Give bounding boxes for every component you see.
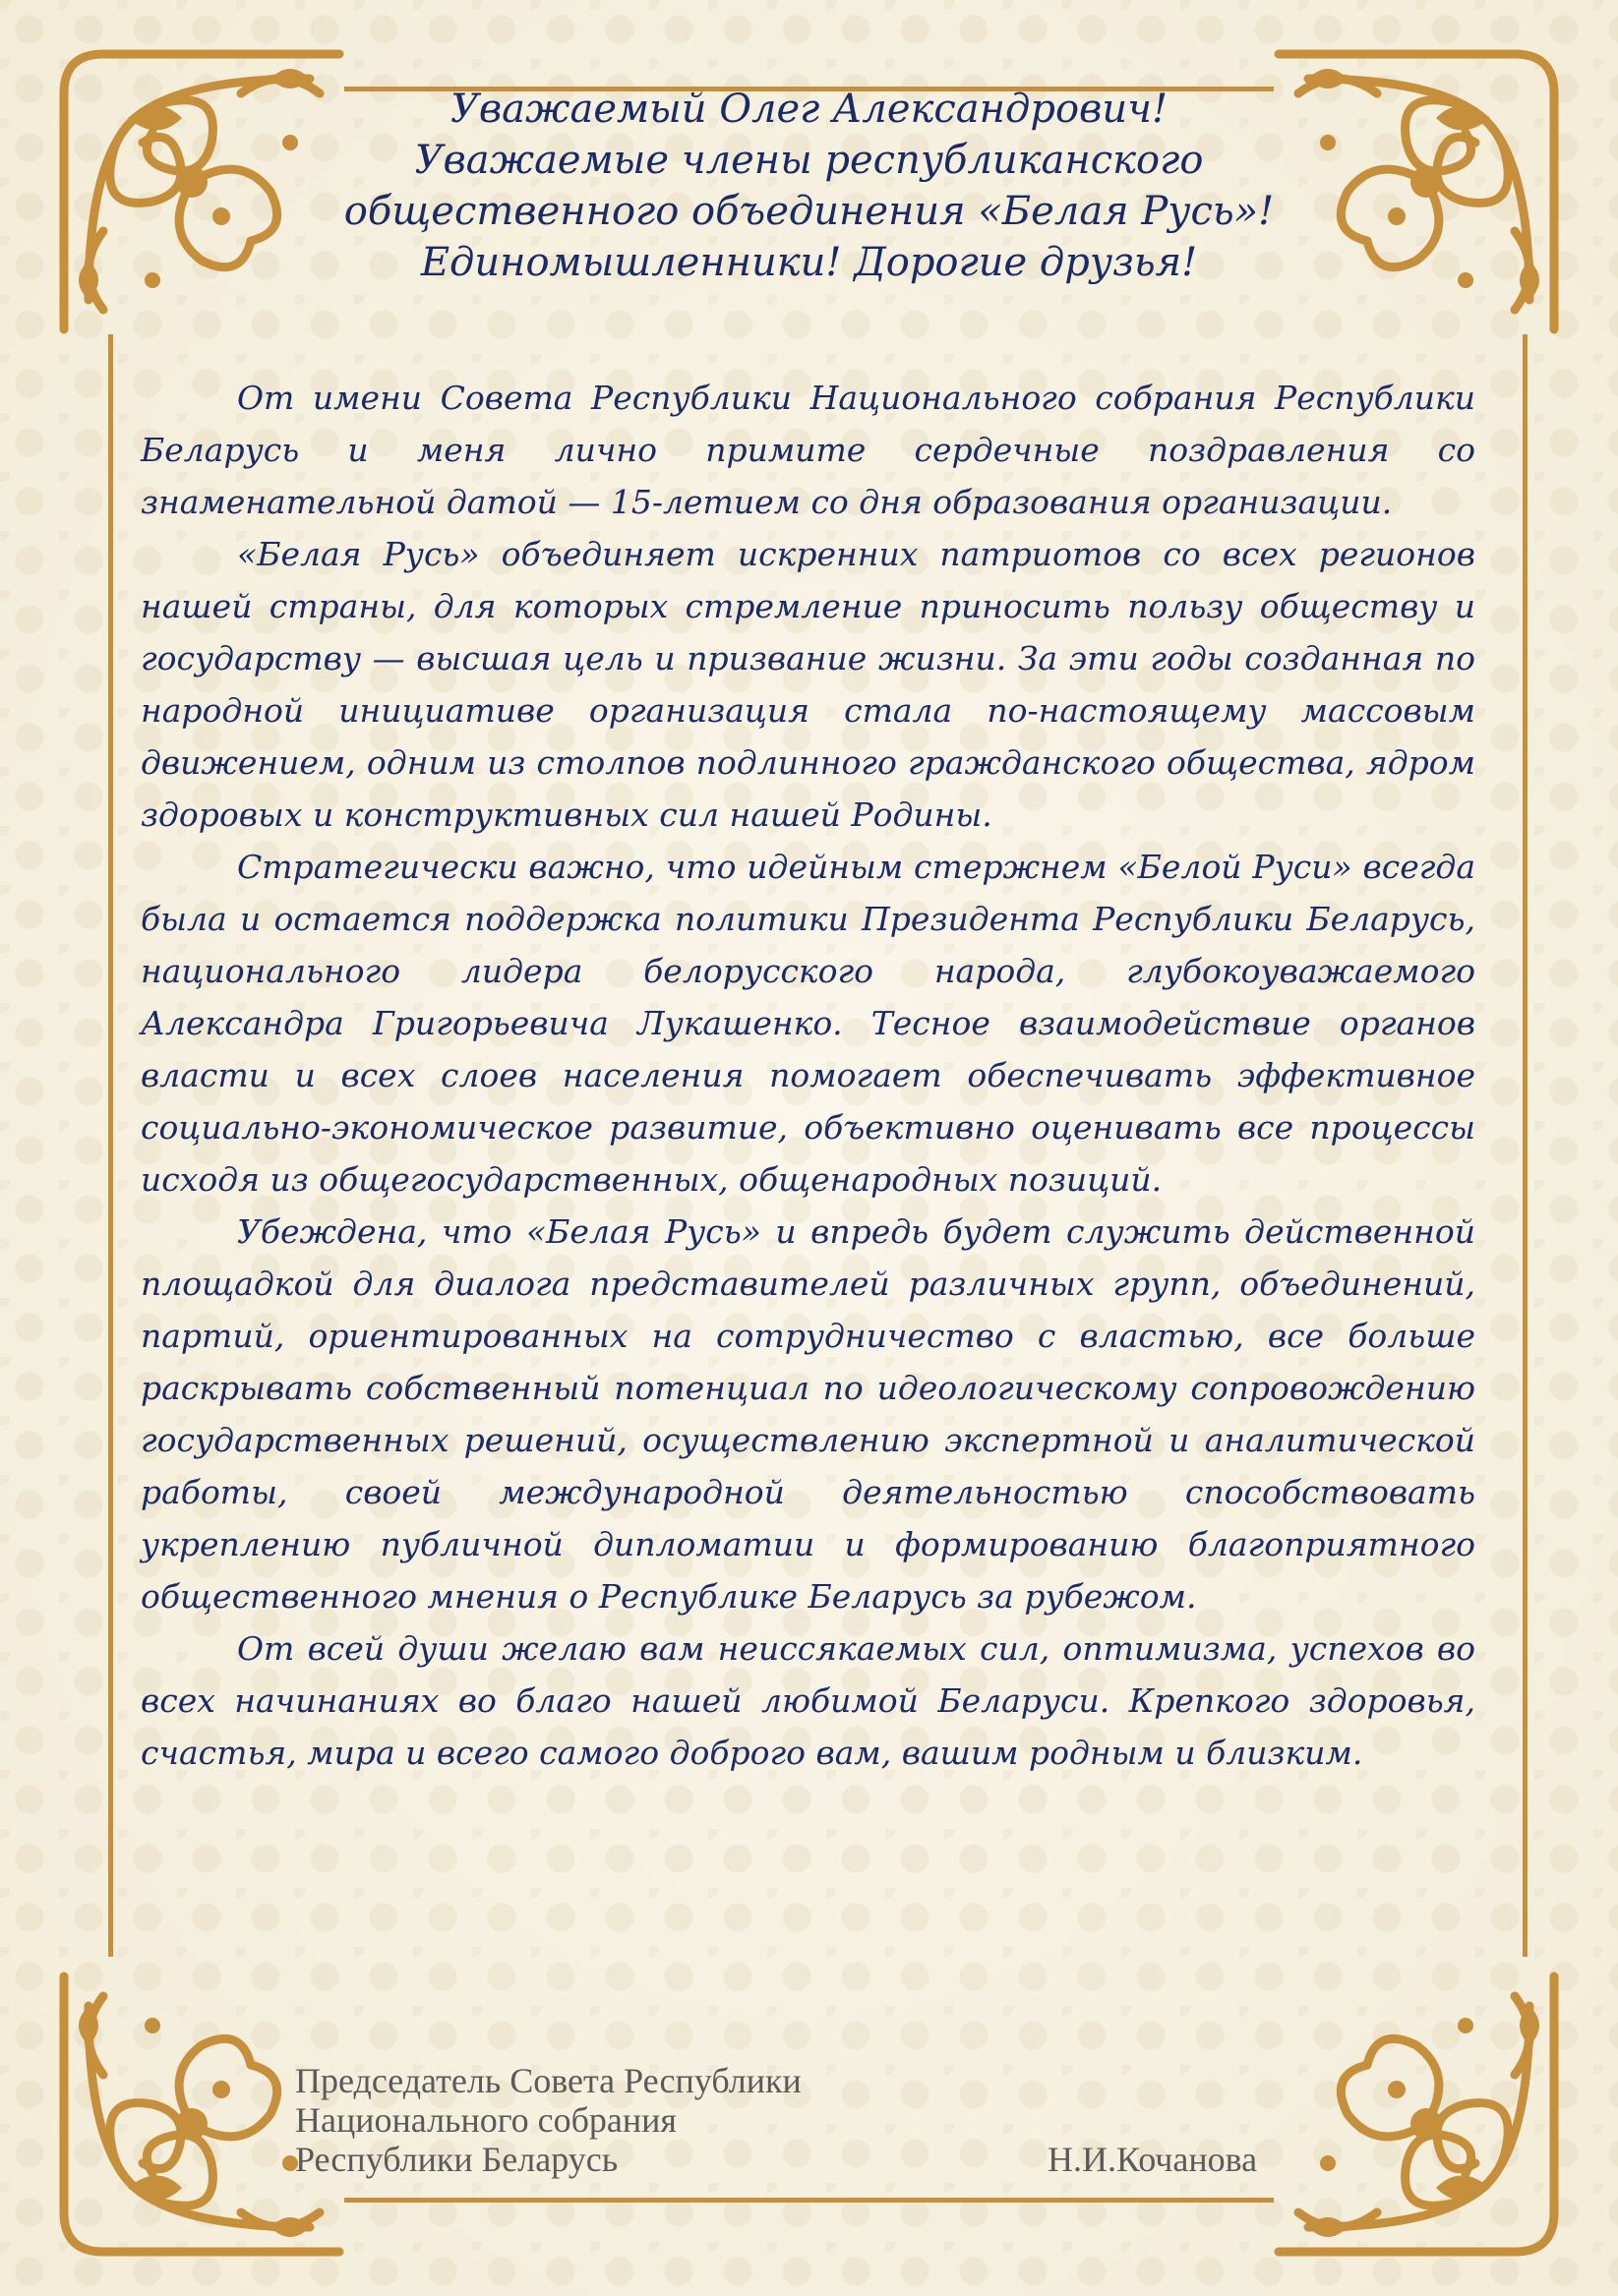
frame-left-border xyxy=(108,334,113,1957)
letter-body xyxy=(141,372,1475,1779)
signatory-name: Н.И.Кочанова xyxy=(1048,2140,1258,2179)
signatory-title-line: Республики Беларусь xyxy=(295,2140,619,2179)
signature-block xyxy=(295,2061,1328,2179)
body-paragraph: От всей души желаю вам неиссякаемых сил, оптимизма, успехов во всех начинаниях во благо нашей любимой Беларуси. Крепкого здоровья, счастья, мира и всего самого доброго вам, вашим родным и близким. xyxy=(141,1629,1475,1772)
greeting-line: Уважаемые члены республиканского xyxy=(414,138,1204,183)
greeting-line: Единомышленники! Дорогие друзья! xyxy=(420,240,1198,285)
greeting-line: общественного объединения «Белая Русь»! xyxy=(343,189,1275,234)
body-paragraph: «Белая Русь» объединяет искренних патриотов со всех регионов нашей страны, для которых стремление приносить пользу обществу и государству — высшая цель и призвание жизни. За эти годы созданная по народной инициативе организация стала по-настоящему массовым движением, одним из столпов подлинного гражданского общества, ядром здоровых и конструктивных сил нашей Родины. xyxy=(141,535,1475,834)
signatory-title-line: Национального собрания xyxy=(295,2100,677,2140)
signatory-title-line: Председатель Совета Республики xyxy=(295,2061,802,2100)
body-paragraph: Стратегически важно, что идейным стержнем «Белой Руси» всегда была и остается поддержка политики Президента Республики Беларусь, национального лидера белорусского народа, глубокоуважаемого Александра Григорьевича Лукашенко. Тесное взаимодействие органов власти и всех слоев населения помогает обеспечивать эффективное социально-экономическое развитие, объективно оценивать все процессы исходя из общегосударственных, общенародных позиций. xyxy=(141,848,1475,1199)
greeting-line: Уважаемый Олег Александрович! xyxy=(449,87,1169,132)
frame-right-border xyxy=(1523,334,1528,1957)
body-paragraph: От имени Совета Республики Национального собрания Республики Беларусь и меня лично примите сердечные поздравления со знаменательной датой — 15-летием со дня образования организации. xyxy=(141,379,1475,521)
greeting-block xyxy=(295,84,1323,288)
body-paragraph: Убеждена, что «Белая Русь» и впредь будет служить действенной площадкой для диалога представителей различных групп, объединений, партий, ориентированных на сотрудничество с властью, все больше раскрывать собственный потенциал по идеологическому сопровождению государственных решений, осуществлению экспертной и аналитической работы, своей международной деятельностью способствовать укреплению публичной дипломатии и формированию благоприятного общественного мнения о Республике Беларусь за рубежом. xyxy=(141,1212,1475,1616)
frame-bottom-border xyxy=(344,2198,1274,2203)
